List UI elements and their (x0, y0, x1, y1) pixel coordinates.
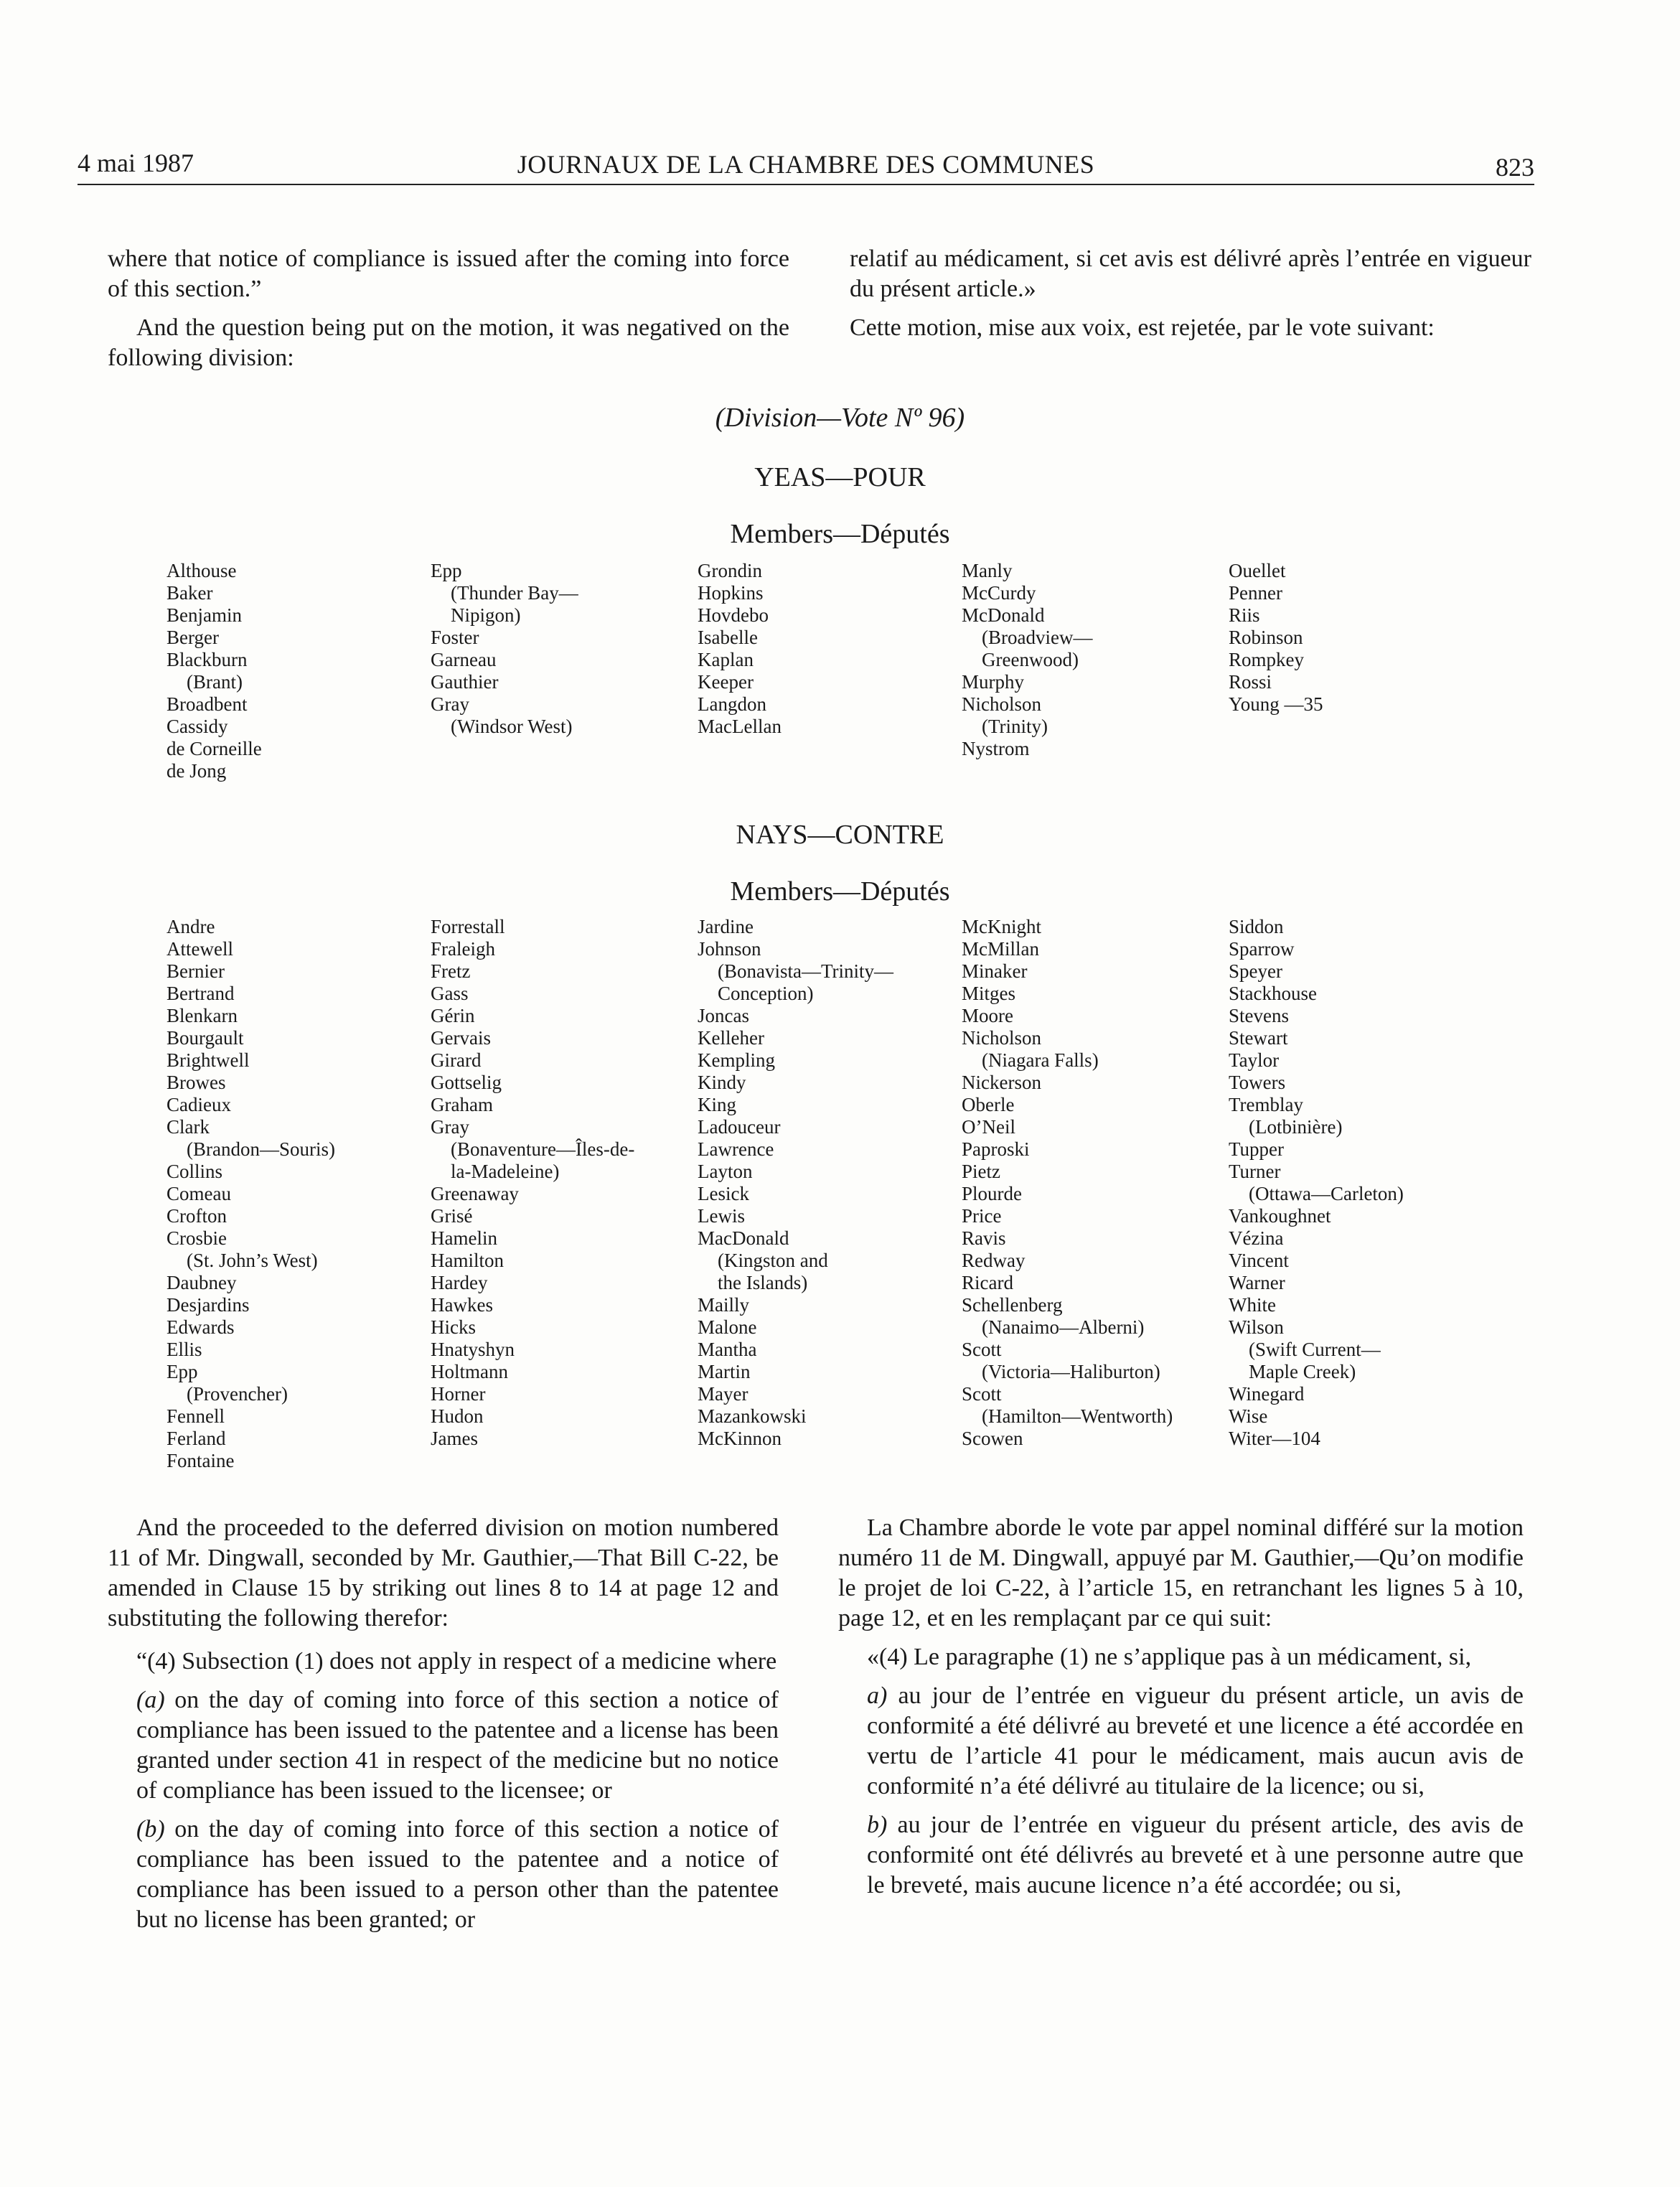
member-name: Baker (166, 582, 213, 604)
paragraph (108, 1647, 779, 1677)
member-name: Vankoughnet (1229, 1205, 1331, 1227)
nays-heading: NAYS—CONTRE (736, 820, 944, 850)
member-name: Greenaway (431, 1183, 519, 1204)
member-name: Nicholson (962, 1027, 1041, 1049)
member-name: Scott (962, 1339, 1002, 1360)
member-name: Wise (1229, 1405, 1268, 1427)
member-name: Gauthier (431, 671, 499, 693)
member-name: White (1229, 1294, 1276, 1316)
member-name: Hovdebo (698, 604, 769, 626)
name-column (431, 916, 634, 1450)
name-column (698, 560, 782, 738)
nays-members-heading: Members—Députés (730, 876, 950, 907)
member-name: Mitges (962, 983, 1016, 1004)
member-name: Speyer (1229, 960, 1282, 982)
member-name: Minaker (962, 960, 1028, 982)
name-column (1229, 916, 1404, 1450)
member-name: Young —35 (1229, 693, 1323, 715)
name-column (166, 916, 335, 1472)
member-name: McKnight (962, 916, 1041, 937)
member-name: Desjardins (166, 1294, 250, 1316)
member-name: Mantha (698, 1339, 757, 1360)
riding-name: (Victoria—Haliburton) (982, 1361, 1160, 1382)
member-name: Nicholson (962, 693, 1041, 715)
member-name: Girard (431, 1049, 482, 1071)
yeas-members-heading: Members—Députés (730, 519, 950, 549)
member-name: Martin (698, 1361, 751, 1382)
riding-name: (Bonaventure—Îles-de- (451, 1138, 635, 1160)
member-name: Isabelle (698, 627, 758, 648)
member-name: Benjamin (166, 604, 242, 626)
paragraph: where that notice of compliance is issued after the coming into force of this section.” (108, 245, 789, 302)
member-name: Hnatyshyn (431, 1339, 515, 1360)
member-name: Johnson (698, 938, 761, 960)
riding-name: (Lotbinière) (1249, 1116, 1343, 1138)
member-name: Holtmann (431, 1361, 508, 1382)
top-english-column (108, 244, 789, 382)
clause-label: a) (867, 1682, 888, 1709)
member-name: Nystrom (962, 738, 1030, 759)
member-name: Fennell (166, 1405, 225, 1427)
riding-name: (Kingston and (718, 1250, 828, 1271)
member-name: Hudon (431, 1405, 484, 1427)
member-name: Langdon (698, 693, 766, 715)
member-name: Gray (431, 693, 469, 715)
member-name: Hamilton (431, 1250, 504, 1271)
riding-name: (Brant) (187, 671, 243, 693)
riding-name: (Ottawa—Carleton) (1249, 1183, 1404, 1204)
riding-name: (Broadview— (982, 627, 1093, 648)
bottom-english-column (108, 1513, 779, 1944)
member-name: MacLellan (698, 716, 782, 737)
member-name: Attewell (166, 938, 233, 960)
member-name: de Corneille (166, 738, 262, 759)
paragraph (838, 1642, 1524, 1672)
member-name: Cassidy (166, 716, 228, 737)
member-name: Crosbie (166, 1227, 227, 1249)
member-name: McKinnon (698, 1428, 782, 1449)
member-name: Tremblay (1229, 1094, 1304, 1115)
division-title: (Division—Vote Nº 96) (715, 403, 965, 433)
clause-label: b) (867, 1812, 888, 1838)
member-name: Winegard (1229, 1383, 1305, 1405)
riding-name: la-Madeleine) (451, 1161, 560, 1182)
member-name: MacDonald (698, 1227, 789, 1249)
member-name: Garneau (431, 649, 497, 670)
member-name: Crofton (166, 1205, 227, 1227)
member-name: Vincent (1229, 1250, 1289, 1271)
member-name: Layton (698, 1161, 753, 1182)
riding-name: (St. John’s West) (187, 1250, 318, 1271)
member-name: Schellenberg (962, 1294, 1063, 1316)
name-column (962, 560, 1092, 760)
riding-name: Nipigon) (451, 604, 521, 626)
member-name: Turner (1229, 1161, 1281, 1182)
riding-name: (Bonavista—Trinity— (718, 960, 894, 982)
member-name: Kindy (698, 1072, 746, 1093)
member-name: Broadbent (166, 693, 248, 715)
member-name: Wilson (1229, 1316, 1284, 1338)
text: “(4) Subsection (1) does not apply in respect of a medicine where (136, 1648, 777, 1675)
name-column (431, 560, 578, 738)
member-name: Ouellet (1229, 560, 1286, 581)
page-number: 823 (1496, 153, 1534, 182)
paragraph: La Chambre aborde le vote par appel nominal différé sur la motion numéro 11 de M. Dingwall, appuyé par M. Gauthier,—Qu’on modifie le projet de loi C-22, à l’article 15, en retranchant les lignes 5 à 10, page 12, et en les remplaçant par ce qui suit: (838, 1514, 1524, 1631)
riding-name: (Niagara Falls) (982, 1049, 1099, 1071)
member-name: Cadieux (166, 1094, 231, 1115)
clause-label: (b) (136, 1816, 165, 1842)
riding-name: Greenwood) (982, 649, 1079, 670)
member-name: McDonald (962, 604, 1045, 626)
member-name: Taylor (1229, 1049, 1280, 1071)
member-name: de Jong (166, 760, 227, 782)
member-name: Ferland (166, 1428, 226, 1449)
member-name: Witer—104 (1229, 1428, 1320, 1449)
member-name: Stewart (1229, 1027, 1288, 1049)
member-name: Moore (962, 1005, 1013, 1026)
member-name: Ellis (166, 1339, 202, 1360)
riding-name: (Nanaimo—Alberni) (982, 1316, 1145, 1338)
member-name: Hicks (431, 1316, 476, 1338)
member-name: Tupper (1229, 1138, 1285, 1160)
member-name: Mailly (698, 1294, 749, 1316)
riding-name: (Provencher) (187, 1383, 288, 1405)
member-name: Sparrow (1229, 938, 1295, 960)
yeas-heading: YEAS—POUR (754, 462, 926, 492)
name-column (1229, 560, 1323, 716)
member-name: Lewis (698, 1205, 745, 1227)
member-name: McCurdy (962, 582, 1036, 604)
member-name: Rossi (1229, 671, 1272, 693)
riding-name: (Trinity) (982, 716, 1048, 737)
member-name: Paproski (962, 1138, 1030, 1160)
member-name: Price (962, 1205, 1002, 1227)
member-name: Kempling (698, 1049, 775, 1071)
paragraph: And the question being put on the motion, it was negatived on the following division: (108, 314, 789, 371)
member-name: Ravis (962, 1227, 1006, 1249)
member-name: Browes (166, 1072, 226, 1093)
member-name: Clark (166, 1116, 210, 1138)
clause-text: on the day of coming into force of this section a notice of compliance has been issued to the patentee and a notice of compliance has been issued to a person other than the patentee but no license has been granted; or (136, 1816, 779, 1933)
member-name: Hamelin (431, 1227, 497, 1249)
member-name: Andre (166, 916, 215, 937)
member-name: Jardine (698, 916, 754, 937)
member-name: Pietz (962, 1161, 1000, 1182)
member-name: Ricard (962, 1272, 1013, 1293)
paragraph: relatif au médicament, si cet avis est délivré après l’entrée en vigueur du présent article.» (850, 245, 1531, 302)
top-french-column (850, 244, 1531, 352)
member-name: Riis (1229, 604, 1260, 626)
text: «(4) Le paragraphe (1) ne s’applique pas à un médicament, si, (867, 1644, 1472, 1670)
member-name: Kaplan (698, 649, 754, 670)
name-column (166, 560, 262, 782)
riding-name: Maple Creek) (1249, 1361, 1356, 1382)
member-name: Berger (166, 627, 219, 648)
member-name: Grisé (431, 1205, 473, 1227)
clause-b (108, 1814, 779, 1935)
member-name: Althouse (166, 560, 237, 581)
riding-name: (Swift Current— (1249, 1339, 1381, 1360)
member-name: Gérin (431, 1005, 475, 1026)
member-name: Lawrence (698, 1138, 774, 1160)
member-name: Scott (962, 1383, 1002, 1405)
member-name: Mayer (698, 1383, 749, 1405)
member-name: Redway (962, 1250, 1026, 1271)
member-name: Malone (698, 1316, 757, 1338)
paragraph: Cette motion, mise aux voix, est rejetée, par le vote suivant: (850, 314, 1435, 341)
member-name: Bourgault (166, 1027, 244, 1049)
member-name: Fraleigh (431, 938, 495, 960)
member-name: Mazankowski (698, 1405, 807, 1427)
member-name: Grondin (698, 560, 762, 581)
riding-name: (Brandon—Souris) (187, 1138, 335, 1160)
member-name: Gass (431, 983, 469, 1004)
member-name: Bernier (166, 960, 225, 982)
member-name: Murphy (962, 671, 1024, 693)
member-name: Warner (1229, 1272, 1285, 1293)
member-name: Vézina (1229, 1227, 1284, 1249)
member-name: Oberle (962, 1094, 1015, 1115)
name-column (698, 916, 893, 1450)
clause-text: au jour de l’entrée en vigueur du présent article, des avis de conformité ont été délivrés au breveté et à une personne autre que le breveté, mais aucune licence n’a été accordée; ou si, (867, 1812, 1524, 1898)
member-name: Gottselig (431, 1072, 502, 1093)
member-name: Joncas (698, 1005, 749, 1026)
member-name: Bertrand (166, 983, 235, 1004)
member-name: Edwards (166, 1316, 235, 1338)
member-name: Graham (431, 1094, 493, 1115)
member-name: Blackburn (166, 649, 248, 670)
member-name: Stackhouse (1229, 983, 1317, 1004)
member-name: King (698, 1094, 736, 1115)
member-name: Robinson (1229, 627, 1303, 648)
member-name: Collins (166, 1161, 223, 1182)
header-title: JOURNAUX DE LA CHAMBRE DES COMMUNES (517, 150, 1095, 179)
member-name: Brightwell (166, 1049, 250, 1071)
clause-text: au jour de l’entrée en vigueur du présent article, un avis de conformité a été délivré au breveté et une licence a été accordée en vertu de l’article 41 pour le médicament, mais aucun avis de conformité n’a été délivré au titulaire de la licence; ou si, (867, 1682, 1524, 1799)
clause-text: on the day of coming into force of this section a notice of compliance has been issued to the patentee and a license has been granted under section 41 in respect of the medicine but no notice of compliance has been issued to the licensee; or (136, 1687, 779, 1804)
riding-name: (Windsor West) (451, 716, 573, 737)
member-name: Plourde (962, 1183, 1022, 1204)
member-name: Epp (431, 560, 462, 581)
riding-name: (Hamilton—Wentworth) (982, 1405, 1173, 1427)
member-name: Foster (431, 627, 479, 648)
bottom-french-column (838, 1513, 1524, 1909)
member-name: Kelleher (698, 1027, 764, 1049)
name-column (962, 916, 1173, 1450)
member-name: Fretz (431, 960, 471, 982)
member-name: Ladouceur (698, 1116, 781, 1138)
member-name: Forrestall (431, 916, 505, 937)
member-name: Epp (166, 1361, 198, 1382)
member-name: Towers (1229, 1072, 1286, 1093)
member-name: Stevens (1229, 1005, 1289, 1026)
member-name: Hawkes (431, 1294, 493, 1316)
clause-a (838, 1681, 1524, 1802)
member-name: Comeau (166, 1183, 231, 1204)
member-name: Keeper (698, 671, 754, 693)
page-header (78, 141, 1534, 185)
member-name: Nickerson (962, 1072, 1041, 1093)
member-name: Lesick (698, 1183, 749, 1204)
clause-label: (a) (136, 1687, 165, 1713)
member-name: Scowen (962, 1428, 1023, 1449)
member-name: Gray (431, 1116, 469, 1138)
riding-name: the Islands) (718, 1272, 808, 1293)
member-name: Rompkey (1229, 649, 1304, 670)
member-name: Siddon (1229, 916, 1284, 937)
member-name: Penner (1229, 582, 1282, 604)
header-date: 4 mai 1987 (78, 149, 194, 177)
clause-a (108, 1685, 779, 1806)
member-name: O’Neil (962, 1116, 1015, 1138)
member-name: Horner (431, 1383, 486, 1405)
member-name: Hopkins (698, 582, 764, 604)
paragraph: And the proceeded to the deferred division on motion numbered 11 of Mr. Dingwall, seconded by Mr. Gauthier,—That Bill C-22, be amended in Clause 15 by striking out lines 8 to 14 at page 12 and substituting the following therefor: (108, 1514, 779, 1631)
member-name: Daubney (166, 1272, 237, 1293)
member-name: Gervais (431, 1027, 491, 1049)
clause-b (838, 1810, 1524, 1901)
member-name: Hardey (431, 1272, 488, 1293)
member-name: Blenkarn (166, 1005, 238, 1026)
riding-name: Conception) (718, 983, 814, 1004)
member-name: Fontaine (166, 1450, 235, 1471)
member-name: James (431, 1428, 478, 1449)
riding-name: (Thunder Bay— (451, 582, 578, 604)
member-name: McMillan (962, 938, 1039, 960)
member-name: Manly (962, 560, 1013, 581)
